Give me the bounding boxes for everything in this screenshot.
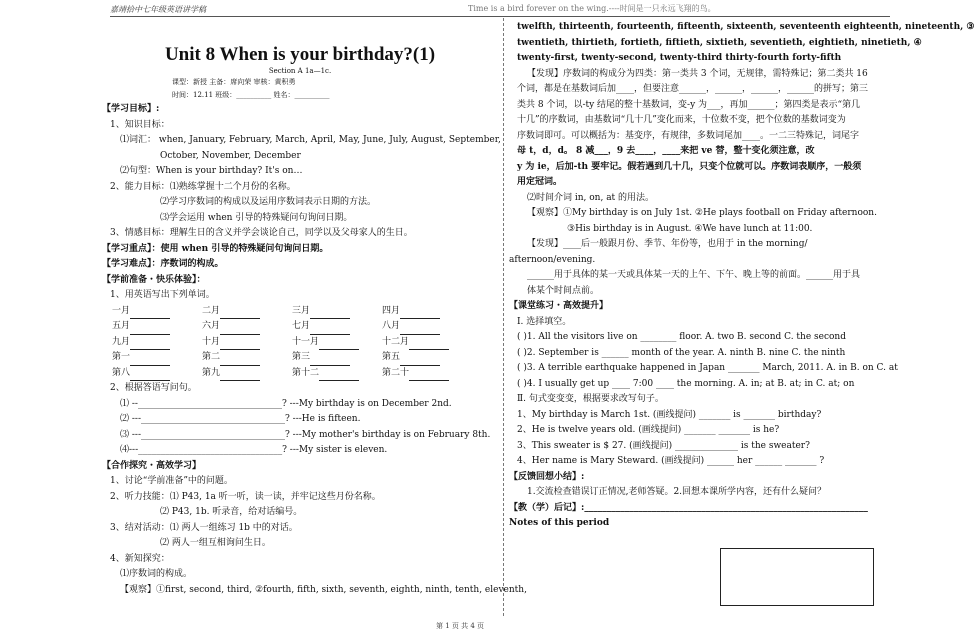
word-label: 四月 xyxy=(382,305,401,316)
text-line: Ⅰ. 选择填空。 xyxy=(517,316,572,327)
text-line: 【反馈回想小结】: xyxy=(509,471,585,482)
word-blank xyxy=(202,319,292,335)
text-line: ( )1. All the visitors live on ________ floor. A. two B. second C. the second xyxy=(517,332,846,342)
word-blank xyxy=(292,350,382,366)
answer-blank[interactable] xyxy=(310,354,350,366)
text-line: twelfth, thirteenth, fourteenth, fifteenth, sixteenth, seventeenth eighteenth, nineteenth, ③ xyxy=(517,22,974,32)
text-line: 1.交流检查错误订正情况,老师答疑。2.回想本课所学内容，还有什么疑问？ xyxy=(527,487,827,497)
text-line: ⑵ 两人一组互相询问生日。 xyxy=(160,538,271,548)
text-line: 2、能力目标：⑴熟练掌握十二个月份的名称。 xyxy=(110,181,296,192)
word-blank xyxy=(112,335,202,351)
text-line: 3、结对活动：⑴ 两人一组练习 1b 中的对话。 xyxy=(110,522,298,533)
answer-blank[interactable] xyxy=(310,307,350,319)
text-line: 1、My birthday is March 1st. (画线提问) _______ is _______ birthday? xyxy=(517,409,822,420)
text-line: ⑶ ---________________________________? ---My mother's birthday is on February 8th. xyxy=(120,429,491,440)
text-line: ⑵句型：When is your birthday? It's on… xyxy=(120,166,303,176)
answer-blank[interactable] xyxy=(130,354,170,366)
word-label: 第一 xyxy=(112,352,131,362)
text-line: y 为 ie，后加-th 要牢记。假若遇到几十几，只变个位就可以。序数词表顺序，一般须 xyxy=(517,161,862,172)
text-line: 2、听力技能：⑴ P43, 1a 听一听，读一读，并牢记这些月份名称。 xyxy=(110,491,381,502)
word-label: 三月 xyxy=(292,305,311,316)
word-label: 七月 xyxy=(292,321,311,331)
answer-blank[interactable] xyxy=(400,354,440,366)
word-blank xyxy=(292,366,382,382)
answer-blank[interactable] xyxy=(220,307,260,319)
answer-blank[interactable] xyxy=(220,323,260,335)
text-line: 2、He is twelve years old. (画线提问) _______ _______ is he? xyxy=(517,425,780,435)
left-lines-2 xyxy=(102,381,527,598)
page-header xyxy=(0,0,920,18)
text-line: ⑵学习序数词的构成以及运用序数词表示日期的方法。 xyxy=(160,197,377,207)
right-lines xyxy=(509,20,974,532)
word-blank xyxy=(202,366,292,382)
text-line: 体某个时间点前。 xyxy=(527,285,600,296)
right-column xyxy=(509,20,974,532)
word-label: 第八 xyxy=(112,367,131,378)
text-line: ______用于具体的某一天或具体某一天的上午、下午、晚上等的前面。______用于具 xyxy=(527,270,861,280)
text-line: 4、新知探究： xyxy=(110,553,170,564)
answer-blank[interactable] xyxy=(130,338,170,350)
word-label: 第十二 xyxy=(292,367,320,378)
text-line: 序数词即可。可以概括为：基变序，有规律，多数词尾加____。一二三特殊记，词尾字 xyxy=(517,130,860,141)
answer-blank[interactable] xyxy=(409,369,449,381)
text-line: 4、Her name is Mary Steward. (画线提问) ______ her ______ _______ ? xyxy=(517,456,825,466)
text-line: ⑶学会运用 when 引导的特殊疑问句询问日期。 xyxy=(160,212,353,223)
word-label: 第二十 xyxy=(382,367,410,378)
meta-line: 课型：新授 主备：席向荣 审核：黄积勇 xyxy=(172,78,296,86)
answer-blank[interactable] xyxy=(130,323,170,335)
word-blank xyxy=(382,350,472,366)
text-line: 1、用英语写出下列单词。 xyxy=(110,290,215,300)
text-line: ⑴序数词的构成。 xyxy=(120,569,193,579)
text-line: 十几”的序数词，由基数词“几十几”变化而来，十位数不变，把个位数的基数词变为 xyxy=(517,115,846,125)
text-line: 2、根据答语写问句。 xyxy=(110,383,197,393)
text-line: 【课堂练习・高效提升】 xyxy=(509,301,609,311)
word-label: 十一月 xyxy=(292,336,320,347)
word-blank xyxy=(112,304,202,320)
word-blank xyxy=(202,335,292,351)
answer-blank[interactable] xyxy=(319,338,359,350)
text-line: October, November, December xyxy=(160,150,301,161)
page-footer: 第 1 页 共 4 页 xyxy=(435,622,485,630)
word-blank xyxy=(112,366,202,382)
text-line: twenty-first, twenty-second, twenty-third thirty-fourth forty-fifth xyxy=(517,53,842,63)
word-blank xyxy=(202,350,292,366)
meta-line: 时间：12.11 班级：__________ 姓名：__________ xyxy=(172,91,330,99)
word-blank xyxy=(382,319,472,335)
text-line: 母 t，d，d。 8 减___，9 去____，____来把 ve 替，整十变化须注意，改 xyxy=(517,146,815,156)
text-line: 【合作探究・高效学习】 xyxy=(102,460,202,471)
word-blank xyxy=(382,304,472,320)
column-divider xyxy=(503,18,504,616)
word-blank xyxy=(292,335,382,351)
word-label: 十月 xyxy=(202,336,221,347)
text-line: 类共 8 个词，以-ty 结尾的整十基数词，变-y 为___，再加______；第四类是表示“第几 xyxy=(517,99,861,110)
text-line: ⑵ ---________________________________? ---He is fifteen. xyxy=(120,414,361,424)
word-label: 八月 xyxy=(382,321,401,331)
text-line: 【发现】序数词的构成分为四类：第一类共 3 个词，无规律，需特殊记；第二类共 16 xyxy=(527,68,868,79)
text-line: 1、讨论“学前准备”中的问题。 xyxy=(110,476,233,486)
word-label: 二月 xyxy=(202,305,221,316)
text-line: 用定冠词。 xyxy=(517,177,563,187)
section-subtitle: Section A 1a—1c. xyxy=(268,67,332,75)
text-line: 【观察】①My birthday is on July 1st. ②He plays football on Friday afternoon. xyxy=(527,208,877,218)
text-line: ⑵时间介词 in, on, at 的用法。 xyxy=(527,192,655,203)
school-name: 嘉靖拾中七年级英语讲学稿 xyxy=(110,5,206,14)
word-blank xyxy=(202,304,292,320)
answer-blank[interactable] xyxy=(220,354,260,366)
text-line: 【观察】①first, second, third, ②fourth, fifth, sixth, seventh, eighth, ninth, tenth, eleventh, xyxy=(120,584,527,595)
text-line: Notes of this period xyxy=(509,518,610,528)
text-line: afternoon/evening. xyxy=(509,254,596,265)
text-line: 1、知识目标： xyxy=(110,119,170,130)
text-line: ⑷---________________________________? ---My sister is eleven. xyxy=(120,445,388,455)
answer-blank[interactable] xyxy=(130,369,170,381)
word-label: 五月 xyxy=(112,321,131,331)
text-line: ⑵ P43, 1b. 听录音，给对话编号。 xyxy=(160,507,303,517)
word-blank xyxy=(382,335,472,351)
header-rule xyxy=(110,16,890,17)
left-lines xyxy=(102,102,501,304)
answer-blank[interactable] xyxy=(319,369,359,381)
text-line: 3、情感目标：理解生日的含义并学会谈论自己，同学以及父母家人的生日。 xyxy=(110,228,413,238)
answer-blank[interactable] xyxy=(130,307,170,319)
text-line: ⑴词汇： when, January, February, March, April, May, June, July, August, September, xyxy=(120,135,501,145)
answer-blank[interactable] xyxy=(310,323,350,335)
text-line: ( )2. September is ______ month of the year. A. ninth B. nine C. the ninth xyxy=(517,347,846,358)
word-blank xyxy=(382,366,472,382)
answer-blank[interactable] xyxy=(220,369,260,381)
word-label: 第五 xyxy=(382,352,401,362)
word-label: 第三 xyxy=(292,352,311,362)
text-line: Ⅱ. 句式变变变，根据要求改写句子。 xyxy=(517,394,664,404)
page-title: Unit 8 When is your birthday?(1) xyxy=(164,44,436,65)
word-blank xyxy=(112,319,202,335)
text-line: 【学习难点】：序数词的构成。 xyxy=(102,259,224,269)
text-line: twentieth, thirtieth, fortieth, fiftieth, sixtieth, seventieth, eightieth, ninetieth, ④ xyxy=(517,37,922,48)
answer-blank[interactable] xyxy=(220,338,260,350)
notes-box[interactable] xyxy=(720,548,874,606)
word-blank xyxy=(292,319,382,335)
text-line: 【学习目标】: xyxy=(102,104,160,114)
word-label: 十二月 xyxy=(382,336,410,347)
text-line: 【学习重点】：使用 when 引导的特殊疑问句询问日期。 xyxy=(102,243,329,254)
answer-blank[interactable] xyxy=(400,323,440,335)
motto: Time is a bird forever on the wing.----时间是一只永远飞翔的鸟。 xyxy=(468,4,716,13)
word-label: 第二 xyxy=(202,352,221,362)
text-line: 【发现】____后一般跟月份、季节、年份等，也用于 in the morning/ xyxy=(527,239,808,249)
text-line: 3、This sweater is $ 27. (画线提问) ______________ is the sweater? xyxy=(517,440,810,451)
word-grid xyxy=(102,304,498,382)
text-line: ( )3. A terrible earthquake happened in Japan _______ March, 2011. A. in B. on C. at xyxy=(517,363,898,373)
word-blank xyxy=(292,304,382,320)
answer-blank[interactable] xyxy=(400,307,440,319)
text-line: ( )4. I usually get up ____ 7:00 ____ the morning. A. in; at B. at; in C. at; on xyxy=(517,378,855,389)
word-label: 九月 xyxy=(112,336,131,347)
word-blank xyxy=(112,350,202,366)
text-line: 个词，都是在基数词后加____，但要注意______，______，______，______的拼写；第三 xyxy=(517,84,869,94)
text-line: ③His birthday is in August. ④We have lunch at 11:00. xyxy=(567,223,813,234)
text-line: 【教（学）后记】:_______________________________________________________________ xyxy=(509,502,868,513)
left-column xyxy=(102,20,527,598)
text-line: 【学前准备・快乐体验】： xyxy=(102,274,206,285)
word-label: 六月 xyxy=(202,321,221,331)
answer-blank[interactable] xyxy=(409,338,449,350)
text-line: ⑴ --________________________________? ---My birthday is on December 2nd. xyxy=(120,398,452,409)
word-label: 一月 xyxy=(112,305,131,316)
word-label: 第九 xyxy=(202,367,221,378)
